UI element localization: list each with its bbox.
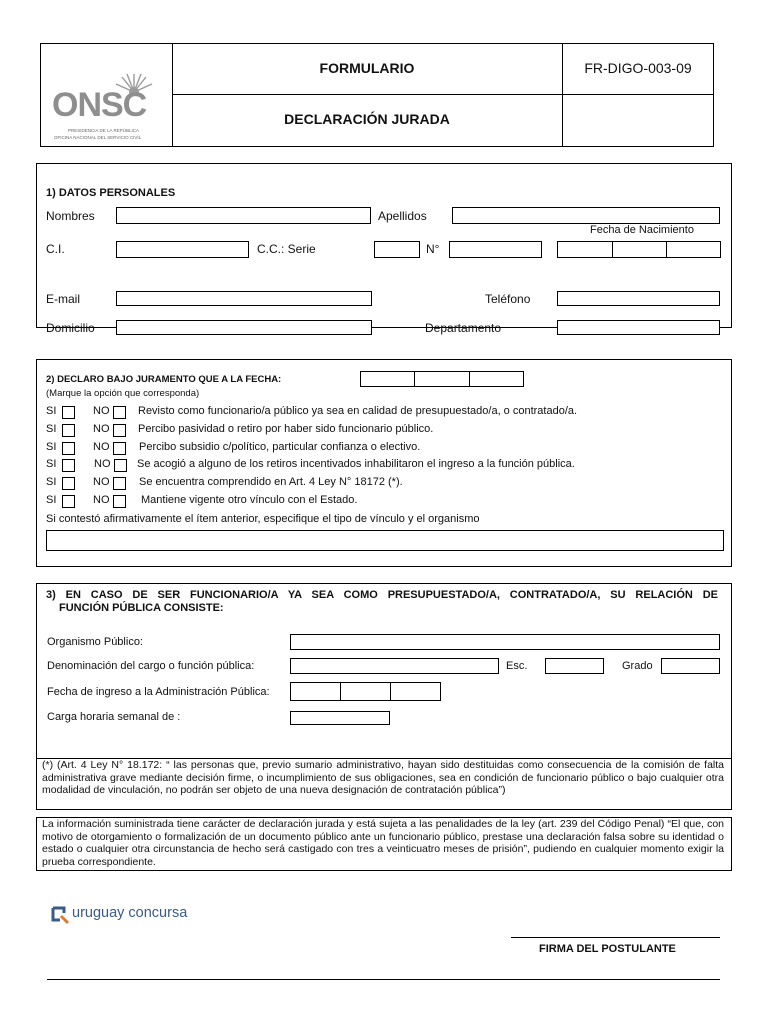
legal-notice: La información suministrada tiene carácter de declaración jurada y está sujeta a las penalidades de la ley (art. 239 del Código Penal) “El que, con motivo de otorgamiento o formalización de un documento público ante un funcionario público, prestase una declaración falsa sobre su identidad o estado o cualquier otra circunstancia de hecho será castigado con tres a veinticuatro meses de prisión”, pudiendo en cualquier momento exigir la prueba correspondiente. — [42, 818, 724, 868]
si-checkbox[interactable] — [62, 424, 75, 437]
logo-text: ONSC — [52, 86, 147, 124]
si-checkbox[interactable] — [62, 459, 75, 472]
signature-line — [511, 937, 720, 938]
denominacion-field[interactable] — [290, 658, 499, 674]
carga-horaria-field[interactable] — [290, 711, 390, 725]
declaration-day-field[interactable] — [360, 371, 415, 387]
si-label: SI — [46, 405, 57, 417]
no-checkbox[interactable] — [113, 477, 126, 490]
carga-horaria-label: Carga horaria semanal de : — [47, 711, 181, 723]
section3-title-line1: 3) EN CASO DE SER FUNCIONARIO/A YA SEA COMO PRESUPUESTADO/A, CONTRATADO/A, SU RELACIÓN DE — [46, 589, 718, 601]
no-label: NO — [93, 405, 110, 417]
uruguay-concursa-icon — [50, 905, 70, 925]
ingreso-year-field[interactable] — [390, 682, 441, 701]
statement-text: Percibo subsidio c/político, particular confianza o electivo. — [139, 441, 421, 453]
onsc-logo — [50, 72, 168, 144]
esc-label: Esc. — [506, 660, 528, 672]
grado-label: Grado — [622, 660, 653, 672]
no-checkbox[interactable] — [114, 459, 127, 472]
section2-subtitle: (Marque la opción que corresponda) — [46, 388, 200, 399]
departamento-field[interactable] — [557, 320, 720, 335]
header-divider-v1 — [172, 43, 173, 147]
si-label: SI — [46, 458, 57, 470]
statement-text: Mantiene vigente otro vínculo con el Estado. — [141, 494, 358, 506]
no-label: NO — [93, 423, 110, 435]
declaration-year-field[interactable] — [469, 371, 524, 387]
uruguay-concursa-logo — [50, 904, 210, 926]
section2-title: 2) DECLARO BAJO JURAMENTO QUE A LA FECHA: — [46, 374, 282, 385]
si-checkbox[interactable] — [62, 495, 75, 508]
section1-title: 1) DATOS PERSONALES — [46, 187, 176, 199]
denominacion-label: Denominación del cargo o función pública: — [47, 660, 255, 672]
statement-text: Revisto como funcionario/a público ya sea en calidad de presupuestado/a, o contratado/a. — [138, 405, 578, 417]
statement-text: Se acogió a alguno de los retiros incentivados inhabilitaron el ingreso a la función pública. — [137, 458, 575, 470]
telefono-label: Teléfono — [485, 292, 531, 306]
no-label: NO — [93, 494, 110, 506]
ci-label: C.I. — [46, 242, 65, 256]
logo-caption-2: OFICINA NACIONAL DEL SERVICIO CIVIL — [54, 135, 142, 140]
article-note: (*) (Art. 4 Ley N° 18.172: “ las personas que, previo sumario administrativo, hayan sido destituidas como consecuencia de la comisión de falta administrativa grave mediante decisión firme, o incumplimiento de sus obligaciones, sea en condición de funcionario público o bajo cualquier otra modalidad de vinculación, no podrán ser objeto de una nueva designación de contratación pública”) — [42, 759, 724, 796]
si-label: SI — [46, 441, 57, 453]
cc-serie-label: C.C.: Serie — [257, 242, 316, 256]
signature-label: FIRMA DEL POSTULANTE — [539, 943, 676, 955]
statement-text: Se encuentra comprendido en Art. 4 Ley N° 18172 (*). — [139, 476, 403, 488]
si-label: SI — [46, 476, 57, 488]
domicilio-field[interactable] — [116, 320, 372, 335]
header-divider-v2 — [562, 43, 563, 147]
email-field[interactable] — [116, 291, 372, 306]
section3-title-line2: FUNCIÓN PÚBLICA CONSISTE: — [59, 602, 224, 614]
ci-field[interactable] — [116, 241, 249, 258]
apellidos-field[interactable] — [452, 207, 720, 224]
birth-year-field[interactable] — [666, 241, 721, 258]
birth-day-field[interactable] — [557, 241, 613, 258]
domicilio-label: Domicilio — [46, 321, 95, 335]
si-label: SI — [46, 423, 57, 435]
brand-text: uruguay concursa — [72, 905, 188, 921]
header-divider-h — [172, 94, 714, 95]
no-checkbox[interactable] — [113, 424, 126, 437]
cc-serie-field[interactable] — [374, 241, 420, 258]
organismo-field[interactable] — [290, 634, 720, 650]
no-checkbox[interactable] — [113, 442, 126, 455]
numero-label: N° — [426, 242, 440, 256]
logo-caption-1: PRESIDENCIA DE LA REPÚBLICA — [68, 128, 140, 133]
esc-field[interactable] — [545, 658, 604, 674]
fecha-ingreso-label: Fecha de ingreso a la Administración Pública: — [47, 686, 270, 698]
no-checkbox[interactable] — [113, 495, 126, 508]
no-label: NO — [93, 441, 110, 453]
form-code: FR-DIGO-003-09 — [584, 60, 692, 76]
departamento-label: Departamento — [425, 321, 502, 335]
si-checkbox[interactable] — [62, 442, 75, 455]
apellidos-label: Apellidos — [378, 209, 427, 223]
si-checkbox[interactable] — [62, 406, 75, 419]
birth-month-field[interactable] — [612, 241, 667, 258]
statement-text: Percibo pasividad o retiro por haber sido funcionario público. — [138, 423, 434, 435]
bottom-rule — [47, 979, 720, 980]
no-checkbox[interactable] — [113, 406, 126, 419]
specify-field[interactable] — [46, 530, 724, 551]
no-label: NO — [93, 476, 110, 488]
specify-instruction: Si contestó afirmativamente el ítem anterior, especifique el tipo de vínculo y el organismo — [46, 513, 480, 525]
fecha-nacimiento-label: Fecha de Nacimiento — [590, 224, 694, 236]
form-title: FORMULARIO — [319, 60, 415, 76]
telefono-field[interactable] — [557, 291, 720, 306]
nombres-label: Nombres — [46, 209, 95, 223]
ingreso-month-field[interactable] — [340, 682, 391, 701]
nombres-field[interactable] — [116, 207, 371, 224]
ingreso-day-field[interactable] — [290, 682, 341, 701]
declaration-month-field[interactable] — [414, 371, 470, 387]
no-label: NO — [94, 458, 111, 470]
form-subtitle: DECLARACIÓN JURADA — [284, 111, 450, 127]
grado-field[interactable] — [661, 658, 720, 674]
si-label: SI — [46, 494, 57, 506]
organismo-label: Organismo Público: — [47, 636, 143, 648]
email-label: E-mail — [46, 292, 81, 306]
cc-numero-field[interactable] — [449, 241, 542, 258]
si-checkbox[interactable] — [62, 477, 75, 490]
